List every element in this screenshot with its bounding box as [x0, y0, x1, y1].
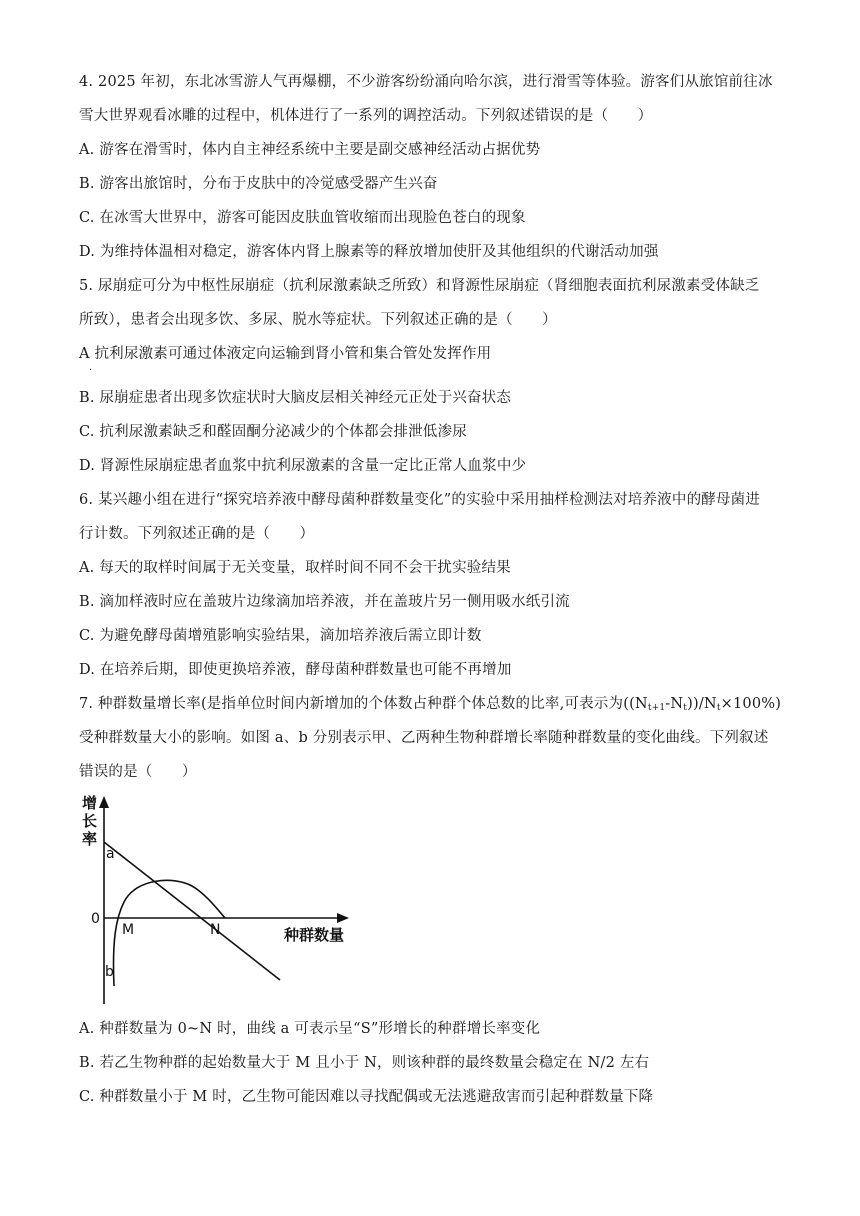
q4-option-d: D. 为维持体温相对稳定，游客体内肾上腺素等的释放增加使肝及其他组织的代谢活动加强: [79, 244, 659, 260]
q7-stem-line2: 受种群数量大小的影响。如图 a、b 分别表示甲、乙两种生物种群增长率随种群数量的变化曲线。下列叙述: [79, 730, 769, 746]
q7-subscript-t-2: t: [716, 703, 721, 713]
curve-a-label: a: [106, 846, 115, 862]
q4-option-a: A. 游客在滑雪时，体内自主神经系统中主要是副交感神经活动占据优势: [79, 142, 541, 158]
growth-rate-figure: [74, 790, 364, 1010]
x-axis-arrow: [337, 913, 349, 923]
origin-label: 0: [91, 911, 100, 927]
q5-stem-line2: 所致），患者会出现多饮、多尿、脱水等症状。下列叙述正确的是（ ）: [79, 312, 557, 328]
curve-a: [104, 842, 280, 980]
y-axis-label-char-2: 长: [82, 812, 98, 830]
q7-option-c: C. 种群数量小于 M 时，乙生物可能因难以寻找配偶或无法逃避敌害而引起种群数量下降: [79, 1089, 654, 1105]
q6-option-d: D. 在培养后期，即使更换培养液，酵母菌种群数量也可能不再增加: [79, 662, 512, 678]
q6-option-c: C. 为避免酵母菌增殖影响实验结果，滴加培养液后需立即计数: [79, 628, 482, 644]
q5-stem-line1: 5. 尿崩症可分为中枢性尿崩症（抗利尿激素缺乏所致）和肾源性尿崩症（肾细胞表面抗利尿激素受体缺乏: [79, 278, 760, 294]
q6-option-b: B. 滴加样液时应在盖玻片边缘滴加培养液，并在盖玻片另一侧用吸水纸引流: [79, 594, 570, 610]
q7-stem-text-c: ))/N: [687, 696, 717, 712]
q5-option-c: C. 抗利尿激素缺乏和醛固酮分泌减少的个体都会排泄低渗尿: [79, 424, 467, 440]
q7-option-b: B. 若乙生物种群的起始数量大于 M 且小于 N，则该种群的最终数量会稳定在 N/2 左右: [79, 1055, 650, 1071]
q7-subscript-t1: t+1: [647, 703, 666, 713]
q4-option-c: C. 在冰雪大世界中，游客可能因皮肤血管收缩而出现脸色苍白的现象: [79, 210, 526, 226]
y-axis-label-char-3: 率: [82, 830, 98, 848]
q7-subscript-t: t: [683, 703, 688, 713]
q4-stem-line1: 4. 2025 年初，东北冰雪游人气再爆棚，不少游客纷纷涌向哈尔滨，进行滑雪等体验。游客们从旅馆前往冰: [79, 74, 773, 90]
point-m-label: M: [122, 922, 135, 938]
y-axis-label-char-1: 增: [82, 794, 98, 812]
q5-option-d: D. 肾源性尿崩症患者血浆中抗利尿激素的含量一定比正常人血浆中少: [79, 458, 527, 474]
q7-stem-line1: [79, 694, 791, 718]
q7-stem-text-d: ×100%): [720, 696, 782, 712]
q6-option-a: A. 每天的取样时间属于无关变量，取样时间不同不会干扰实验结果: [79, 560, 511, 576]
q5-option-a: A 抗利尿激素可通过体液定向运输到肾小管和集合管处发挥作用: [79, 346, 492, 362]
q6-stem-line2: 行计数。下列叙述正确的是（ ）: [79, 526, 315, 542]
q6-stem-line1: 6. 某兴趣小组在进行“探究培养液中酵母菌种群数量变化”的实验中采用抽样检测法对培养液中的酵母菌进: [79, 492, 761, 508]
q5-option-b: B. 尿崩症患者出现多饮症状时大脑皮层相关神经元正处于兴奋状态: [79, 390, 512, 406]
growth-rate-diagram: [74, 790, 364, 1010]
q4-option-b: B. 游客出旅馆时，分布于皮肤中的冷觉感受器产生兴奋: [79, 176, 438, 192]
q7-stem-text-b: -N: [665, 696, 684, 712]
curve-b-label: b: [105, 964, 114, 980]
q4-stem-line2: 雪大世界观看冰雕的过程中，机体进行了一系列的调控活动。下列叙述错误的是（ ）: [79, 108, 653, 124]
y-axis-arrow: [99, 796, 109, 808]
stray-dot-mark: .: [89, 362, 93, 373]
q7-stem-line3: 错误的是（ ）: [79, 764, 197, 780]
q7-stem-text-a: 7. 种群数量增长率(是指单位时间内新增加的个体数占种群个体总数的比率,可表示为((N: [79, 696, 648, 712]
q7-option-a: A. 种群数量为 0~N 时，曲线 a 可表示呈“S”形增长的种群增长率变化: [79, 1021, 541, 1037]
point-n-label: N: [210, 922, 221, 938]
x-axis-label: 种群数量: [284, 926, 345, 944]
